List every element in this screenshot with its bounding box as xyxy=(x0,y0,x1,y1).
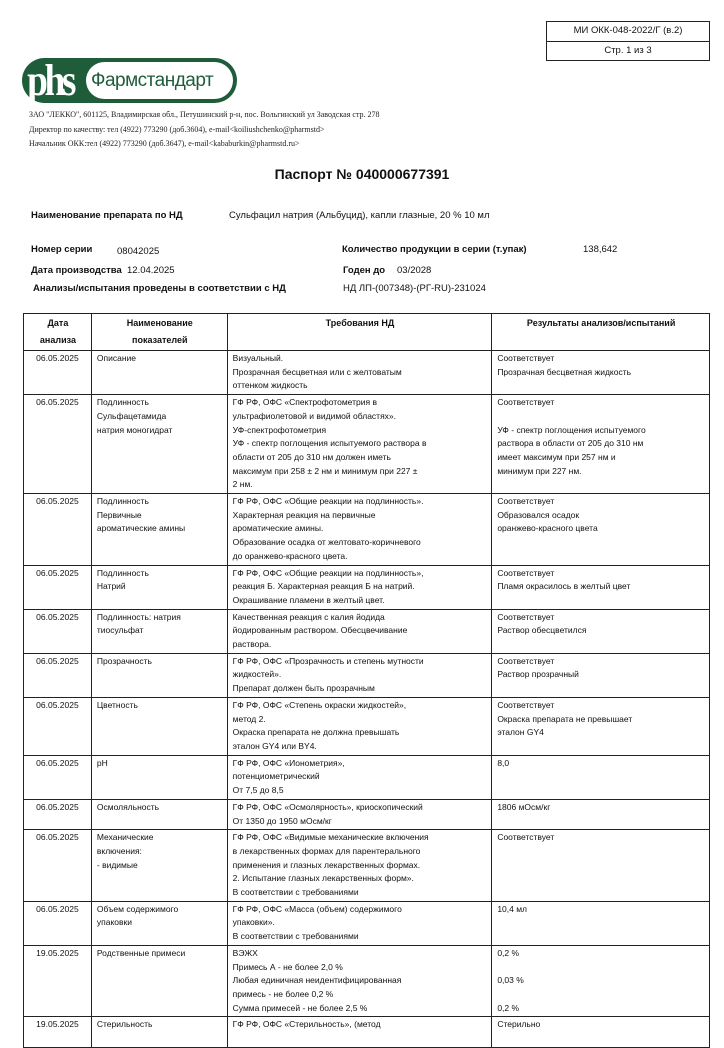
nd-value: НД ЛП-(007348)-(РГ-RU)-231024 xyxy=(343,283,486,294)
cell-date: 06.05.2025 xyxy=(24,351,92,395)
header-date: Дата анализа xyxy=(24,314,92,351)
cell-requirements: ГФ РФ, ОФС «Общие реакции на подлинность», реакция Б. Характерная реакция Б на натрий. Окрашивание пламени в желтый цвет. xyxy=(227,565,492,609)
logo-mark: phs xyxy=(27,55,74,105)
cell-result: Соответствует Окраска препарата не превышает эталон GY4 xyxy=(492,697,710,755)
header-requirements: Требования НД xyxy=(227,314,492,351)
cell-indicator-name: Цветность xyxy=(91,697,227,755)
production-date-value: 12.04.2025 xyxy=(127,265,175,276)
cell-indicator-name: Механические включения: - видимые xyxy=(91,830,227,902)
nd-label: Анализы/испытания проведены в соответствии с НД xyxy=(33,283,286,294)
logo-text: Фармстандарт xyxy=(91,69,214,91)
table-row xyxy=(24,755,710,799)
expiry-label: Годен до xyxy=(343,265,386,276)
header-results: Результаты анализов/испытаний xyxy=(492,314,710,351)
cell-requirements: ГФ РФ, ОФС «Ионометрия», потенциометрический От 7,5 до 8,5 xyxy=(227,755,492,799)
product-name-value: Сульфацил натрия (Альбуцид), капли глазные, 20 % 10 мл xyxy=(229,210,490,221)
cell-indicator-name: Описание xyxy=(91,351,227,395)
cell-requirements: ГФ РФ, ОФС «Видимые механические включения в лекарственных формах для парентерального применения и глазных лекарственных формах. 2. Испытание глазных лекарственных форм». В соответствии с требованиями xyxy=(227,830,492,902)
cell-result: Стерильно xyxy=(492,1017,710,1047)
cell-result: 0,2 % 0,03 % 0,2 % xyxy=(492,945,710,1017)
cell-result: Соответствует Раствор обесцветился xyxy=(492,609,710,653)
logo-pill xyxy=(86,62,233,99)
product-name-label: Наименование препарата по НД xyxy=(31,210,183,221)
qc-head-contact: Начальник ОКК:тел (4922) 773290 (доб.3647), e-mail<kababurkin@pharmstd.ru> xyxy=(29,139,300,148)
header-indicator-name: Наименование показателей xyxy=(91,314,227,351)
production-date-label: Дата производства xyxy=(31,265,122,276)
cell-indicator-name: Подлинность: натрия тиосульфат xyxy=(91,609,227,653)
cell-result: Соответствует УФ - спектр поглощения испытуемого раствора в области от 205 до 310 нм имеет максимум при 257 нм и минимум при 227 нм. xyxy=(492,395,710,494)
cell-result: 10,4 мл xyxy=(492,901,710,945)
cell-date: 06.05.2025 xyxy=(24,901,92,945)
cell-date: 06.05.2025 xyxy=(24,494,92,566)
document-reference-box xyxy=(546,21,710,61)
table-row xyxy=(24,799,710,829)
cell-result: Соответствует Раствор прозрачный xyxy=(492,653,710,697)
table-row xyxy=(24,945,710,1017)
cell-indicator-name: Родственные примеси xyxy=(91,945,227,1017)
analysis-results-table xyxy=(23,313,710,1048)
cell-requirements: ВЭЖХ Примесь А - не более 2,0 % Любая единичная неидентифицированная примесь - не более 0,2 % Сумма примесей - не более 2,5 % xyxy=(227,945,492,1017)
cell-requirements: ГФ РФ, ОФС «Прозрачность и степень мутности жидкостей». Препарат должен быть прозрачным xyxy=(227,653,492,697)
pharmstandard-logo xyxy=(22,55,237,105)
cell-date: 06.05.2025 xyxy=(24,609,92,653)
cell-indicator-name: Подлинность Натрий xyxy=(91,565,227,609)
cell-date: 06.05.2025 xyxy=(24,755,92,799)
series-value: 08042025 xyxy=(117,246,160,257)
cell-indicator-name: pH xyxy=(91,755,227,799)
quality-director-contact: Директор по качеству: тел (4922) 773290 (доб.3604), e-mail<koiliushchenko@pharmstd> xyxy=(29,124,325,134)
cell-requirements: ГФ РФ, ОФС «Степень окраски жидкостей», метод 2. Окраска препарата не должна превышать эталон GY4 или BY4. xyxy=(227,697,492,755)
passport-title: Паспорт № 040000677391 xyxy=(274,166,450,182)
cell-indicator-name: Осмоляльность xyxy=(91,799,227,829)
company-address: ЗАО "ЛЕККО", 601125, Владимирская обл., Петушинский р-н, пос. Вольгинский ул Заводская стр. 278 xyxy=(29,110,380,119)
cell-indicator-name: Прозрачность xyxy=(91,653,227,697)
cell-date: 06.05.2025 xyxy=(24,697,92,755)
cell-date: 06.05.2025 xyxy=(24,799,92,829)
quantity-label: Количество продукции в серии (т.упак) xyxy=(342,244,527,255)
cell-indicator-name: Подлинность Первичные ароматические амины xyxy=(91,494,227,566)
series-label: Номер серии xyxy=(31,244,93,255)
cell-date: 19.05.2025 xyxy=(24,945,92,1017)
cell-requirements: ГФ РФ, ОФС «Осмолярность», криоскопический От 1350 до 1950 мОсм/кг xyxy=(227,799,492,829)
cell-date: 06.05.2025 xyxy=(24,653,92,697)
page-number: Стр. 1 из 3 xyxy=(547,41,709,60)
table-row xyxy=(24,395,710,494)
cell-date: 06.05.2025 xyxy=(24,830,92,902)
cell-result: Соответствует Прозрачная бесцветная жидкость xyxy=(492,351,710,395)
cell-requirements: Качественная реакция с калия йодида йодированным раствором. Обесцвечивание раствора. xyxy=(227,609,492,653)
cell-indicator-name: Объем содержимого упаковки xyxy=(91,901,227,945)
table-row xyxy=(24,609,710,653)
cell-indicator-name: Подлинность Сульфацетамида натрия моногидрат xyxy=(91,395,227,494)
company-info xyxy=(29,108,380,152)
cell-requirements: ГФ РФ, ОФС «Общие реакции на подлинность». Характерная реакция на первичные ароматические амины. Образование осадка от желтовато-коричневого до оранжево-красного цвета. xyxy=(227,494,492,566)
cell-requirements: Визуальный. Прозрачная бесцветная или с желтоватым оттенком жидкость xyxy=(227,351,492,395)
cell-result: Соответствует xyxy=(492,830,710,902)
cell-requirements: ГФ РФ, ОФС «Стерильность», (метод xyxy=(227,1017,492,1047)
table-header-row xyxy=(24,314,710,351)
cell-result: Соответствует Образовался осадок оранжево-красного цвета xyxy=(492,494,710,566)
cell-result: 1806 мОсм/кг xyxy=(492,799,710,829)
expiry-value: 03/2028 xyxy=(397,265,432,276)
cell-date: 19.05.2025 xyxy=(24,1017,92,1047)
cell-result: Соответствует Пламя окрасилось в желтый цвет xyxy=(492,565,710,609)
cell-date: 06.05.2025 xyxy=(24,565,92,609)
table-row xyxy=(24,494,710,566)
table-row xyxy=(24,653,710,697)
document-code: МИ ОКК-048-2022/Г (в.2) xyxy=(573,25,683,36)
cell-date: 06.05.2025 xyxy=(24,395,92,494)
cell-requirements: ГФ РФ, ОФС «Масса (объем) содержимого упаковки». В соответствии с требованиями xyxy=(227,901,492,945)
table-row xyxy=(24,697,710,755)
table-row xyxy=(24,1017,710,1047)
table-row xyxy=(24,565,710,609)
cell-indicator-name: Стерильность xyxy=(91,1017,227,1047)
quantity-value: 138,642 xyxy=(583,244,618,255)
cell-result: 8,0 xyxy=(492,755,710,799)
table-row xyxy=(24,830,710,902)
cell-requirements: ГФ РФ, ОФС «Спектрофотометрия в ультрафиолетовой и видимой областях». УФ-спектрофотометрия УФ - спектр поглощения испытуемого раствора в области от 205 до 310 нм должен иметь максимум при 258 ± 2 нм и минимум при 227 ± 2 нм. xyxy=(227,395,492,494)
table-row xyxy=(24,901,710,945)
table-row xyxy=(24,351,710,395)
